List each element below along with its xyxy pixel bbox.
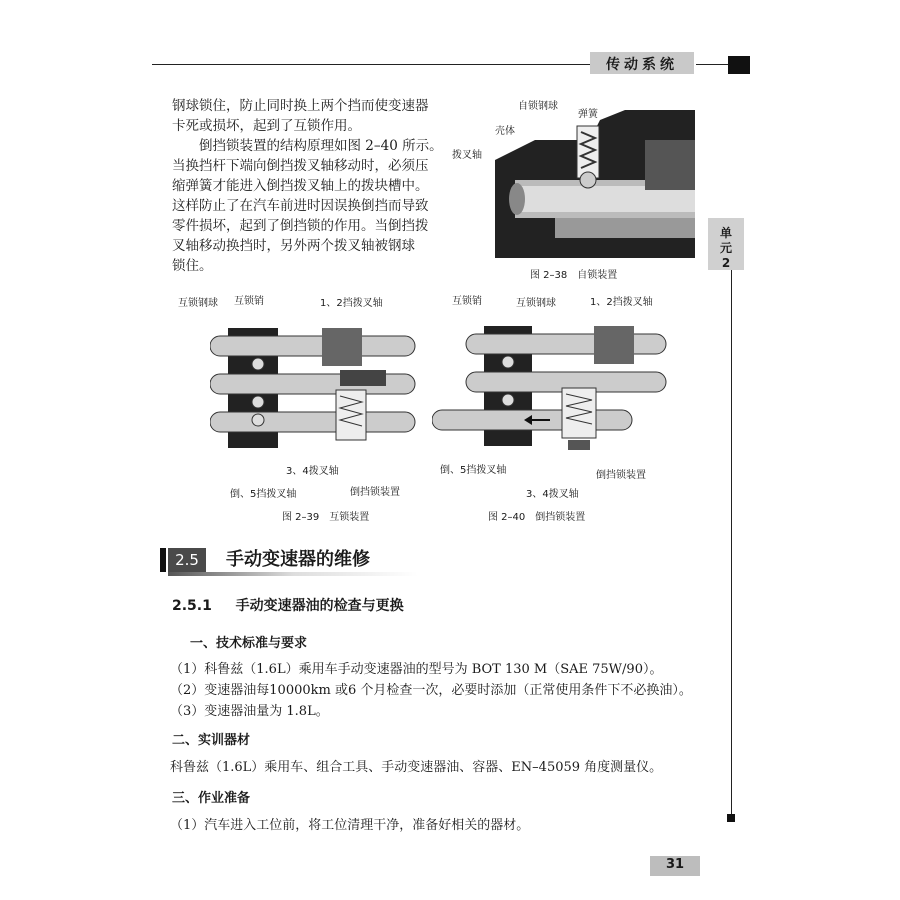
fig40-illustration [432,318,672,458]
requirement-item: （1）科鲁兹（1.6L）乘用车手动变速器油的型号为 BOT 130 M（SAE 75W/90）。 [170,662,663,677]
section-title: 手动变速器的维修 [226,549,370,570]
text-line: 卡死或损坏，起到了互锁作用。 [172,118,361,134]
fig38-label-housing: 壳体 [495,126,515,137]
page-number: 31 [665,857,685,872]
text-line: 钢球锁住，防止同时换上两个挡而使变速器 [172,98,429,114]
unit-tab-char: 元 [719,241,732,255]
section-marker [160,548,166,572]
text-line: 这样防止了在汽车前进时因误换倒挡而导致 [172,198,429,214]
section-underline [168,572,418,576]
fig38-label-shaft: 拨叉轴 [452,150,482,161]
text-line: 锁住。 [172,258,213,274]
text-line: 倒挡锁装置的结构原理如图 2–40 所示。 [199,138,443,154]
equipment-text: 科鲁兹（1.6L）乘用车、组合工具、手动变速器油、容器、EN–45059 角度测量仪。 [170,760,663,775]
fig39-caption: 图 2–39 互锁装置 [282,512,370,523]
fig39-illustration [210,320,420,450]
unit-tab-char: 单 [719,226,732,240]
fig38-label-spring: 弹簧 [578,109,598,120]
section-number: 2.5 [168,548,206,572]
text-line: 零件损坏，起到了倒挡锁的作用。当倒挡拨 [172,218,429,234]
fig39-label-rev: 倒挡锁装置 [350,487,400,498]
header-rule-right [696,64,728,65]
heading-prep: 三、作业准备 [172,791,251,806]
header-title: 传动系统 [606,57,678,73]
side-rule [731,270,732,818]
fig40-label-rev: 倒挡锁装置 [596,470,646,481]
fig40-label-shaftR5: 倒、5挡拨叉轴 [440,465,507,476]
subsection-number: 2.5.1 [172,598,212,614]
fig40-label-shaft12: 1、2挡拨叉轴 [590,297,653,308]
intro-paragraph [172,96,482,276]
requirement-item: （3）变速器油量为 1.8L。 [170,704,329,719]
fig38-illustration [495,100,695,258]
text-line: 叉轴移动换挡时，另外两个拨叉轴被钢球 [172,238,415,254]
fig38-caption: 图 2–38 自锁装置 [530,270,618,281]
fig39-label-shaft34: 3、4拨叉轴 [286,466,339,477]
prep-text: （1）汽车进入工位前，将工位清理干净，准备好相关的器材。 [170,818,530,833]
text-line: 当换挡杆下端向倒挡拨叉轴移动时，必须压 [172,158,429,174]
unit-tab-label [708,226,744,271]
fig39-label-shaftR5: 倒、5挡拨叉轴 [230,489,297,500]
header-black-block [728,56,750,74]
fig38-label-ball: 自锁钢球 [518,101,558,112]
requirement-item: （2）变速器油每10000km 或6 个月检查一次，必要时添加（正常使用条件下不必换油）。 [170,683,692,698]
fig40-caption: 图 2–40 倒挡锁装置 [488,512,586,523]
fig40-label-pin: 互锁销 [452,296,482,307]
requirements-list [170,659,710,722]
subsection-title: 手动变速器油的检查与更换 [235,598,404,614]
subsection-heading [172,595,404,615]
text-line: 缩弹簧才能进入倒挡拨叉轴上的拨块槽中。 [172,178,429,194]
fig40-label-ball: 互锁钢球 [516,298,556,309]
header-rule [152,64,590,65]
heading-equipment: 二、实训器材 [172,733,251,748]
unit-tab-number: 2 [721,256,731,270]
fig40-label-shaft34: 3、4拨叉轴 [526,489,579,500]
fig39-label-shaft12: 1、2挡拨叉轴 [320,298,383,309]
fig39-label-pin: 互锁销 [234,296,264,307]
heading-standards: 一、技术标准与要求 [190,636,308,651]
fig39-label-ball: 互锁钢球 [178,298,218,309]
side-rule-end [727,814,735,822]
